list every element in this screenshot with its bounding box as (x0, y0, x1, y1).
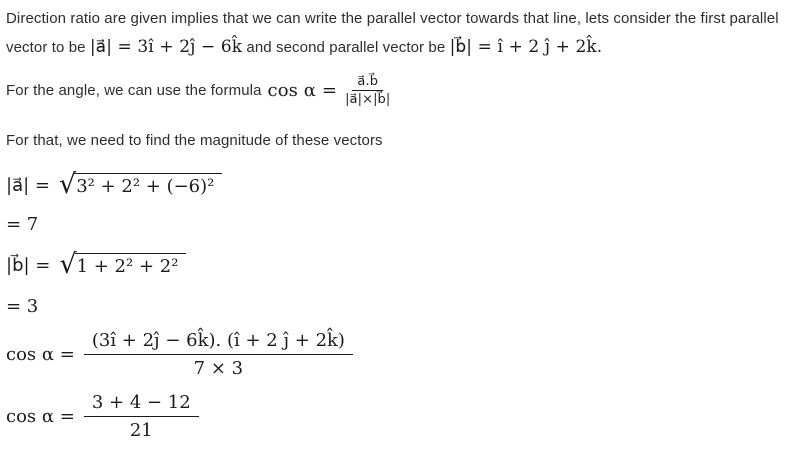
angle-formula-numerator: a⃗.b⃗ (352, 75, 383, 91)
angle-formula-text: For the angle, we can use the formula (6, 82, 262, 99)
magnitude-a-equation (6, 169, 783, 200)
cos-step1-numerator: (3î + 2ĵ − 6k̂). (î + 2 ĵ + 2k̂) (84, 330, 353, 355)
cos-step1-denominator: 7 × 3 (193, 358, 244, 379)
cos-step2-fraction (84, 392, 199, 441)
cos-step1-equation (6, 330, 783, 379)
magnitude-intro-text: For that, we need to find the magnitude of these vectors (6, 132, 383, 149)
magnitude-b-sqrt (59, 249, 186, 280)
angle-formula-row (6, 75, 783, 106)
intro-paragraph (6, 5, 783, 62)
cos-alpha-lhs: cos α = (267, 79, 338, 101)
radical-sign: √ (58, 169, 77, 200)
cos-step2-lhs: cos α = (6, 406, 75, 427)
magnitude-b-lhs: |b⃗| = (6, 254, 51, 276)
math-solution-document (6, 5, 783, 441)
magnitude-b-radicand: 1 + 2² + 2² (75, 253, 187, 277)
cos-step2-denominator: 21 (129, 420, 153, 441)
intro-text-1: Direction ratio are given implies that we can write the parallel vector towards that line, lets consider the first parallel vector to be (6, 10, 779, 56)
radical-sign: √ (59, 249, 77, 280)
magnitude-a-lhs: |a⃗| = (6, 174, 50, 196)
vector-a-definition: |a⃗| = 3î + 2ĵ − 6k̂ (89, 37, 243, 57)
intro-text-2: and second parallel vector be (242, 39, 450, 56)
angle-formula-denominator: |a⃗|×|b⃗| (345, 92, 391, 107)
cos-step2-numerator: 3 + 4 − 12 (84, 392, 199, 417)
magnitude-b-equation (6, 249, 783, 280)
cos-step2-equation (6, 392, 783, 441)
magnitude-a-sqrt (58, 169, 222, 200)
magnitude-a-radicand: 3² + 2² + (−6)² (74, 173, 222, 197)
angle-formula-fraction (345, 75, 390, 106)
magnitude-b-result: = 3 (6, 296, 39, 317)
cos-step1-fraction (84, 330, 353, 379)
magnitude-a-result: = 7 (6, 214, 39, 235)
vector-b-definition: |b⃗| = î + 2 ĵ + 2k̂. (449, 37, 603, 57)
cos-step1-lhs: cos α = (6, 344, 75, 365)
